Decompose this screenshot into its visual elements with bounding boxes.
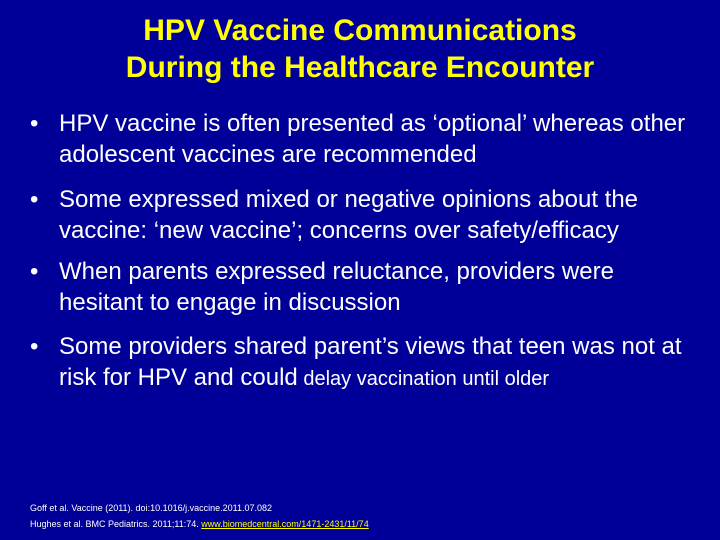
slide-title bbox=[0, 12, 720, 86]
bullet-dot-icon: • bbox=[30, 186, 39, 213]
reference-2-text: Hughes et al. BMC Pediatrics. 2011;11:74. bbox=[30, 519, 202, 529]
bullet-item-opinions bbox=[30, 184, 700, 246]
reference-1: Goff et al. Vaccine (2011). doi:10.1016/j.vaccine.2011.07.082 bbox=[30, 503, 272, 513]
title-line-1: HPV Vaccine Communications bbox=[143, 14, 577, 47]
bullet-dot-icon: • bbox=[30, 258, 39, 285]
bullet-dot-icon: • bbox=[30, 333, 39, 360]
bullet-item-shared-views bbox=[30, 331, 700, 395]
bullet-text: Some expressed mixed or negative opinions about the vaccine: ‘new vaccine’; concerns over safety/efficacy bbox=[59, 186, 639, 244]
bullet-dot-icon: • bbox=[30, 110, 39, 137]
bullet-item-reluctance bbox=[30, 256, 700, 318]
title-line-2: During the Healthcare Encounter bbox=[125, 51, 595, 84]
bullet-text: Some providers shared parent’s views that teen was not at risk for HPV and could bbox=[59, 333, 682, 391]
references bbox=[30, 500, 369, 532]
bullet-text: When parents expressed reluctance, providers were hesitant to engage in discussion bbox=[59, 258, 614, 316]
reference-2 bbox=[30, 516, 369, 532]
bullet-text-tail: delay vaccination until older bbox=[297, 368, 550, 390]
bullet-text: HPV vaccine is often presented as ‘optional’ whereas other adolescent vaccines are recommended bbox=[59, 110, 686, 168]
bullet-item-optional bbox=[30, 108, 700, 170]
reference-2-link[interactable]: www.biomedcentral.com/1471-2431/11/74 bbox=[201, 519, 369, 529]
bullet-list bbox=[30, 108, 700, 395]
